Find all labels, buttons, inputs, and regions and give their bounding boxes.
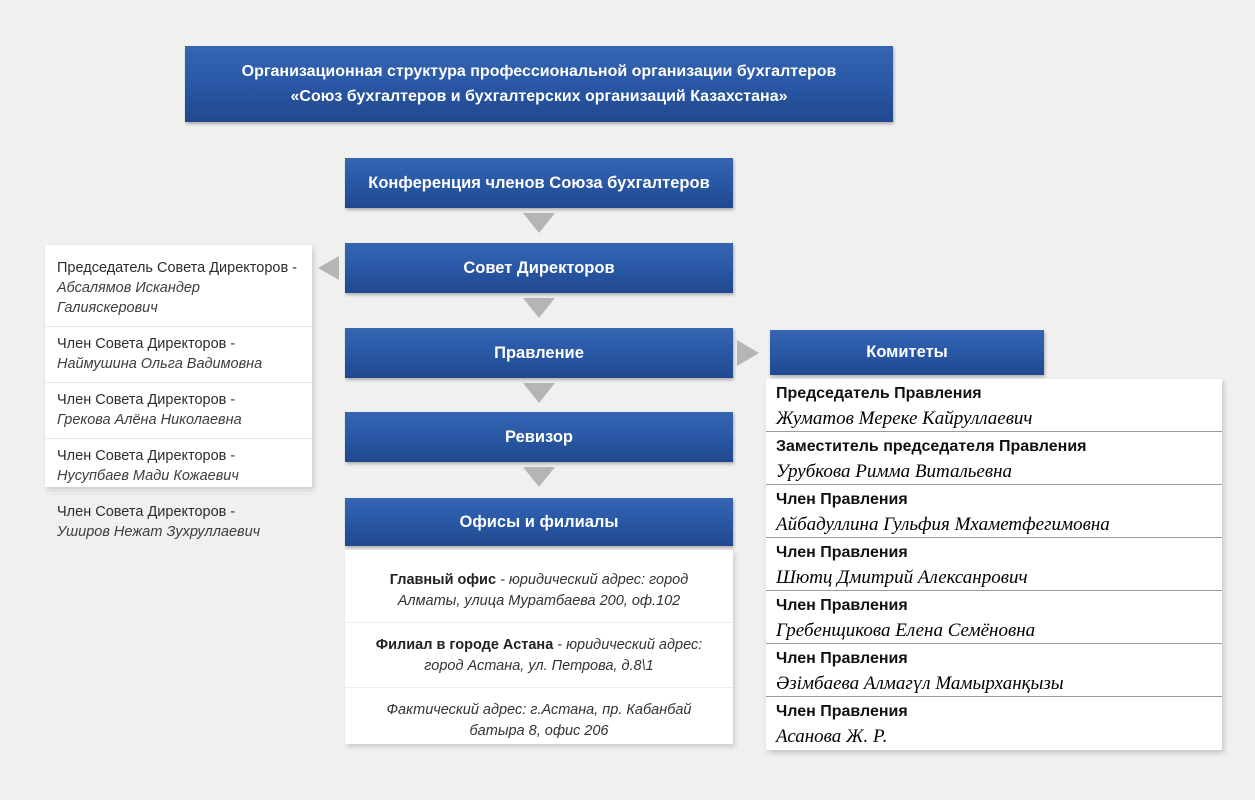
member-name: Айбадуллина Гульфия Мхаметфегимовна bbox=[776, 514, 1110, 535]
member-row bbox=[766, 591, 1222, 644]
arrow-down-icon bbox=[523, 213, 555, 233]
offices-panel bbox=[345, 550, 733, 744]
office-entry bbox=[345, 623, 733, 688]
member-name: Уширов Нежат Зухруллаевич bbox=[57, 524, 261, 540]
member-row bbox=[45, 439, 312, 495]
member-role: Член Правления bbox=[776, 491, 908, 508]
member-row bbox=[766, 644, 1222, 697]
member-role: Член Правления bbox=[776, 703, 908, 720]
node-auditor bbox=[345, 412, 733, 462]
member-role: Член Совета Директоров - bbox=[57, 448, 236, 464]
member-name: Гребенщикова Елена Семёновна bbox=[776, 620, 1036, 641]
member-row bbox=[45, 495, 312, 550]
member-row bbox=[766, 697, 1222, 750]
member-name: Абсалямов Искандер Галияскерович bbox=[57, 280, 200, 316]
member-role: Председатель Совета Директоров - bbox=[57, 260, 298, 276]
arrow-down-icon bbox=[523, 383, 555, 403]
office-name: Главный офис bbox=[389, 572, 497, 588]
node-management-board-label: Правление bbox=[494, 343, 584, 362]
member-row bbox=[766, 432, 1222, 485]
member-name: Асанова Ж. Р. bbox=[776, 726, 888, 747]
node-board-of-directors-label: Совет Директоров bbox=[463, 258, 615, 277]
member-row bbox=[45, 251, 312, 327]
node-committees bbox=[770, 330, 1044, 375]
member-row bbox=[766, 485, 1222, 538]
node-board-of-directors bbox=[345, 243, 733, 293]
member-row bbox=[45, 383, 312, 439]
arrow-down-icon bbox=[523, 467, 555, 487]
member-role: Член Совета Директоров - bbox=[57, 504, 236, 520]
office-address: - юридический адрес: город Алматы, улица Муратбаева 200, оф.102 bbox=[397, 572, 689, 609]
member-role: Член Совета Директоров - bbox=[57, 392, 236, 408]
chart-title-line1: Организационная структура профессиональной организации бухгалтеров bbox=[241, 63, 837, 80]
arrow-down-icon bbox=[523, 298, 555, 318]
node-conference bbox=[345, 158, 733, 208]
member-role: Председатель Правления bbox=[776, 385, 982, 402]
member-row bbox=[45, 327, 312, 383]
member-role: Член Правления bbox=[776, 544, 908, 561]
office-entry bbox=[345, 688, 733, 752]
office-entry bbox=[345, 558, 733, 623]
member-row bbox=[766, 538, 1222, 591]
member-role: Заместитель председателя Правления bbox=[776, 438, 1087, 455]
node-conference-label: Конференция членов Союза бухгалтеров bbox=[368, 173, 710, 192]
member-name: Әзімбаева Алмагүл Мамырханқызы bbox=[776, 673, 1064, 694]
chart-title-line2: «Союз бухгалтеров и бухгалтерских организаций Казахстана» bbox=[290, 88, 788, 105]
member-name: Нусупбаев Мади Кожаевич bbox=[57, 468, 239, 484]
member-role: Член Правления bbox=[776, 597, 908, 614]
member-name: Урубкова Римма Витальевна bbox=[776, 461, 1012, 482]
node-offices-label: Офисы и филиалы bbox=[459, 512, 619, 531]
management-board-panel bbox=[766, 379, 1222, 750]
node-committees-label: Комитеты bbox=[866, 343, 948, 361]
node-management-board bbox=[345, 328, 733, 378]
board-of-directors-panel bbox=[45, 245, 312, 540]
office-name: Филиал в городе Астана bbox=[375, 637, 554, 653]
member-role: Член Совета Директоров - bbox=[57, 336, 236, 352]
office-address: Фактический адрес: г.Астана, пр. Кабанбай батыра 8, офис 206 bbox=[386, 702, 692, 739]
member-role: Член Правления bbox=[776, 650, 908, 667]
member-name: Грекова Алёна Николаевна bbox=[57, 412, 242, 428]
arrow-left-icon bbox=[318, 256, 339, 280]
chart-title bbox=[185, 46, 893, 122]
node-auditor-label: Ревизор bbox=[504, 427, 573, 446]
office-address: - юридический адрес: город Астана, ул. Петрова, д.8\1 bbox=[424, 637, 703, 674]
node-offices bbox=[345, 498, 733, 546]
arrow-right-icon bbox=[737, 340, 759, 366]
member-name: Наймушина Ольга Вадимовна bbox=[57, 356, 263, 372]
member-name: Шютц Дмитрий Алексанрович bbox=[776, 567, 1028, 588]
member-row bbox=[766, 379, 1222, 432]
member-name: Жуматов Мереке Кайруллаевич bbox=[776, 408, 1033, 429]
